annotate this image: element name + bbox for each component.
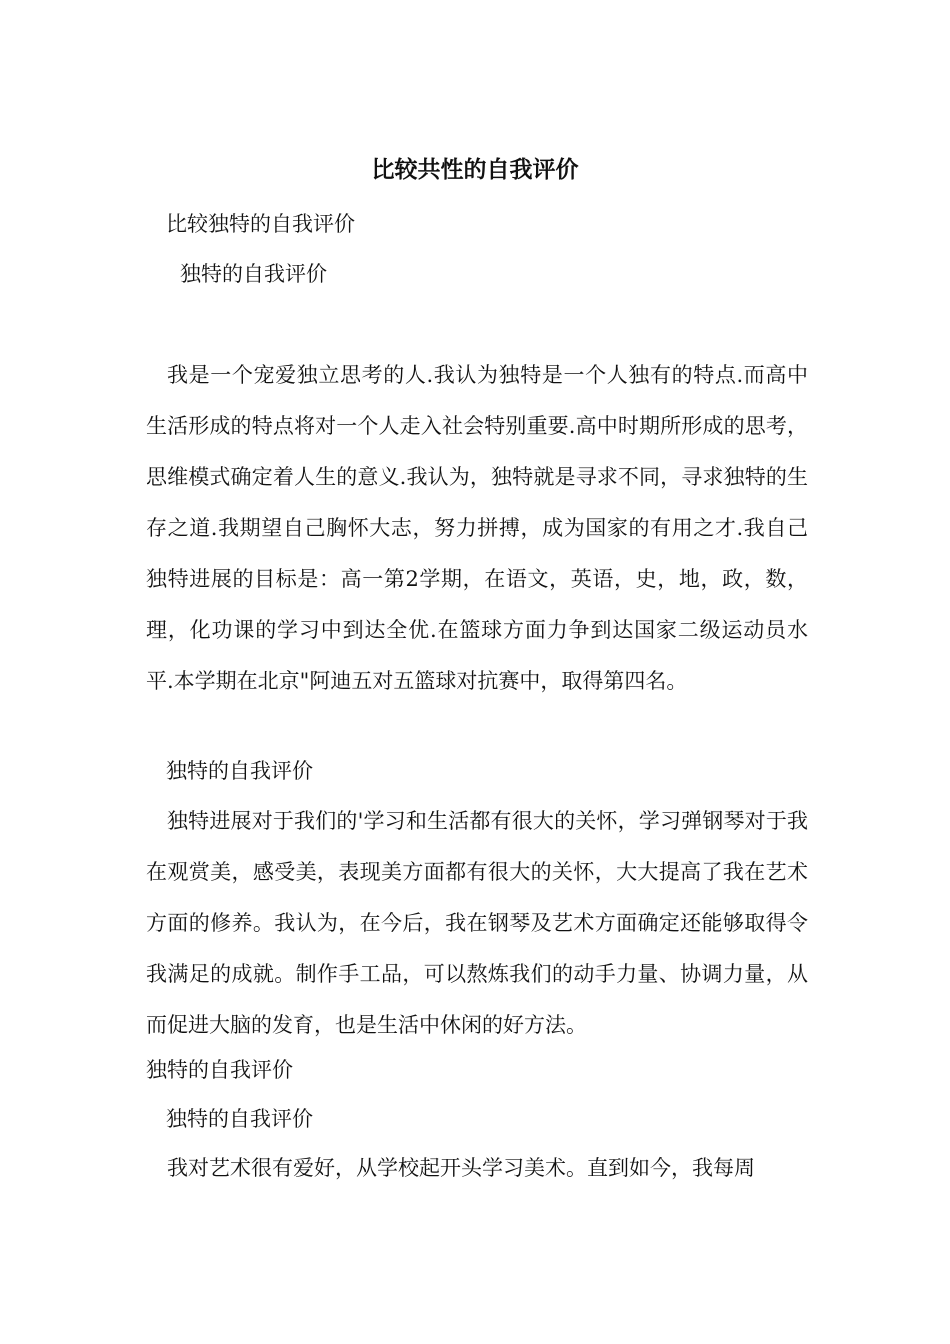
subtitle-line-1: 比较独特的自我评价 [166, 212, 355, 236]
section-heading-2: 独特的自我评价 [166, 759, 313, 783]
section-heading-4: 独特的自我评价 [166, 1107, 313, 1131]
section-heading-3: 独特的自我评价 [146, 1058, 293, 1082]
document-title: 比较共性的自我评价 [371, 156, 579, 183]
paragraph-2: 独特进展对于我们的'学习和生活都有很大的关怀，学习弹钢琴对于我在观赏美，感受美，表现美方面都有很大的关怀，大大提高了我在艺术方面的修养。我认为，在今后，我在钢琴及艺术方面确定还能够取得令我满足的成就。制作手工品，可以熬炼我们的动手力量、协调力量，从而促进大脑的发育，也是生活中休闲的好方法。 [146, 809, 808, 1037]
subtitle-line-2: 独特的自我评价 [180, 262, 327, 286]
paragraph-1: 我是一个宠爱独立思考的人.我认为独特是一个人独有的特点.而高中生活形成的特点将对一个人走入社会特别重要.高中时期所形成的思考，思维模式确定着人生的意义.我认为，独特就是寻求不同，寻求独特的生存之道.我期望自己胸怀大志，努力拼搏，成为国家的有用之才.我自己独特进展的目标是：高一第2学期，在语文，英语，史，地，政，数，理，化功课的学习中到达全优.在篮球方面力争到达国家二级运动员水平.本学期在北京"阿迪五对五篮球对抗赛中，取得第四名。 [146, 363, 808, 693]
paragraph-3: 我对艺术很有爱好，从学校起开头学习美术。直到如今，我每周 [167, 1156, 755, 1180]
